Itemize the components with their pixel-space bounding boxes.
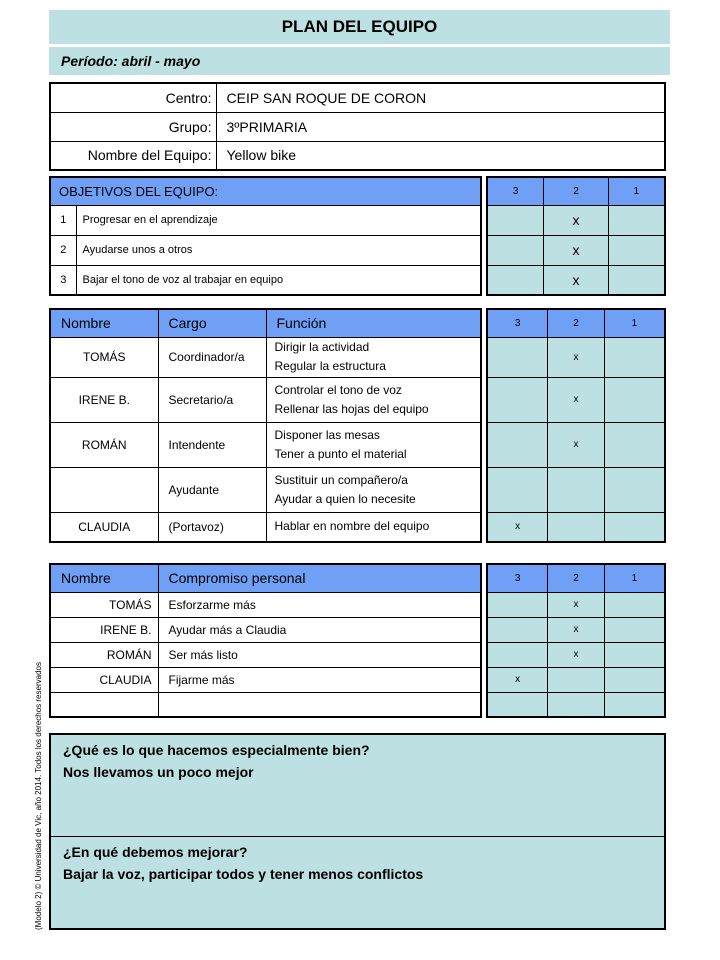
review-improvements xyxy=(51,837,664,889)
rating-cell xyxy=(608,205,665,235)
objective-number: 3 xyxy=(50,265,76,295)
rating-header: 3 xyxy=(487,309,548,337)
rating-cell xyxy=(604,377,665,422)
commitment-row xyxy=(50,642,481,667)
rating-cell xyxy=(487,642,548,667)
info-row-equipo xyxy=(50,141,665,170)
role-row xyxy=(50,512,481,542)
member-function: Disponer las mesas Tener a punto el material xyxy=(266,422,481,467)
member-role: (Portavoz) xyxy=(158,512,266,542)
member-name xyxy=(50,692,158,717)
rating-header: 3 xyxy=(487,177,544,205)
team-info-table xyxy=(49,82,666,171)
objective-number: 1 xyxy=(50,205,76,235)
member-name xyxy=(50,467,158,512)
rating-header: 3 xyxy=(487,564,548,592)
rating-cell xyxy=(487,235,544,265)
member-role: Secretario/a xyxy=(158,377,266,422)
commitment-row xyxy=(50,692,481,717)
objective-number: 2 xyxy=(50,235,76,265)
rating-header: 1 xyxy=(604,309,665,337)
info-value: Yellow bike xyxy=(216,141,665,170)
rating-cell xyxy=(548,667,604,692)
rating-cell xyxy=(604,467,665,512)
roles-header-function: Función xyxy=(266,309,481,337)
member-name: TOMÁS xyxy=(50,592,158,617)
member-name: ROMÁN xyxy=(50,422,158,467)
rating-cell xyxy=(487,205,544,235)
member-role: Coordinador/a xyxy=(158,337,266,377)
commitment-text xyxy=(158,692,481,717)
rating-cell xyxy=(487,422,548,467)
rating-cell xyxy=(608,235,665,265)
review-box xyxy=(49,733,666,930)
member-name: CLAUDIA xyxy=(50,512,158,542)
roles-table xyxy=(49,308,482,543)
member-function: Hablar en nombre del equipo xyxy=(266,512,481,542)
rating-cell xyxy=(608,265,665,295)
info-row-centro xyxy=(50,83,665,112)
rating-cell xyxy=(604,422,665,467)
rating-cell xyxy=(604,617,665,642)
rating-cell xyxy=(604,692,665,717)
commitment-row xyxy=(50,667,481,692)
info-row-grupo xyxy=(50,112,665,141)
improvements-answer: Bajar la voz, participar todos y tener menos conflictos xyxy=(63,866,424,882)
rating-cell xyxy=(487,617,548,642)
rating-cell xyxy=(548,467,604,512)
roles-header-role: Cargo xyxy=(158,309,266,337)
rating-cell: x xyxy=(544,235,608,265)
objective-text: Ayudarse unos a otros xyxy=(76,235,481,265)
rating-cell: x xyxy=(548,377,604,422)
info-label: Grupo: xyxy=(50,112,216,141)
rating-cell xyxy=(604,592,665,617)
rating-cell: x xyxy=(487,512,548,542)
rating-cell xyxy=(604,512,665,542)
rating-cell xyxy=(487,467,548,512)
review-strengths xyxy=(51,735,664,837)
commitment-text: Ayudar más a Claudia xyxy=(158,617,481,642)
rating-header: 1 xyxy=(604,564,665,592)
page-title: PLAN DEL EQUIPO xyxy=(49,10,670,44)
member-name: CLAUDIA xyxy=(50,667,158,692)
rating-cell xyxy=(487,265,544,295)
rating-cell: x xyxy=(548,642,604,667)
rating-cell xyxy=(548,692,604,717)
commitment-text: Ser más listo xyxy=(158,642,481,667)
copyright-note: (Modelo 2) © Universidad de Vic, año 2014. Todos los derechos reservados xyxy=(34,662,43,930)
roles-header-name: Nombre xyxy=(50,309,158,337)
info-label: Centro: xyxy=(50,83,216,112)
commitment-row xyxy=(50,592,481,617)
role-row xyxy=(50,422,481,467)
objective-text: Progresar en el aprendizaje xyxy=(76,205,481,235)
member-name: ROMÁN xyxy=(50,642,158,667)
member-function: Controlar el tono de voz Rellenar las hojas del equipo xyxy=(266,377,481,422)
role-row xyxy=(50,337,481,377)
rating-cell xyxy=(487,592,548,617)
rating-cell: x xyxy=(548,422,604,467)
rating-cell xyxy=(604,667,665,692)
rating-cell: x xyxy=(548,592,604,617)
rating-cell: x xyxy=(544,265,608,295)
rating-header: 2 xyxy=(548,564,604,592)
roles-rating-grid xyxy=(486,308,666,543)
rating-cell: x xyxy=(548,337,604,377)
objective-row xyxy=(50,235,481,265)
member-function: Dirigir la actividad Regular la estructura xyxy=(266,337,481,377)
objectives-heading: OBJETIVOS DEL EQUIPO: xyxy=(50,177,481,205)
rating-cell xyxy=(604,337,665,377)
objective-row xyxy=(50,205,481,235)
rating-cell xyxy=(487,377,548,422)
rating-cell xyxy=(487,692,548,717)
info-value: CEIP SAN ROQUE DE CORON xyxy=(216,83,665,112)
rating-cell xyxy=(487,337,548,377)
objective-text: Bajar el tono de voz al trabajar en equipo xyxy=(76,265,481,295)
commitment-row xyxy=(50,617,481,642)
objectives-table xyxy=(49,176,482,296)
rating-header: 1 xyxy=(608,177,665,205)
commitment-text: Fijarme más xyxy=(158,667,481,692)
rating-cell: x xyxy=(548,617,604,642)
member-function: Sustituir un compañero/a Ayudar a quien lo necesite xyxy=(266,467,481,512)
rating-cell xyxy=(548,512,604,542)
rating-header: 2 xyxy=(544,177,608,205)
commitment-text: Esforzarme más xyxy=(158,592,481,617)
objective-row xyxy=(50,265,481,295)
rating-header: 2 xyxy=(548,309,604,337)
role-row xyxy=(50,467,481,512)
period-label: Período: abril - mayo xyxy=(49,47,670,75)
member-name: IRENE B. xyxy=(50,617,158,642)
member-name: TOMÁS xyxy=(50,337,158,377)
strengths-answer: Nos llevamos un poco mejor xyxy=(63,764,254,780)
commitments-header-text: Compromiso personal xyxy=(158,564,481,592)
rating-cell: x xyxy=(544,205,608,235)
member-role: Ayudante xyxy=(158,467,266,512)
member-role: Intendente xyxy=(158,422,266,467)
improvements-question: ¿En qué debemos mejorar? xyxy=(63,844,248,860)
member-name: IRENE B. xyxy=(50,377,158,422)
commitments-header-name: Nombre xyxy=(50,564,158,592)
strengths-question: ¿Qué es lo que hacemos especialmente bien? xyxy=(63,742,370,758)
role-row xyxy=(50,377,481,422)
commitments-rating-grid xyxy=(486,563,666,718)
objectives-rating-grid xyxy=(486,176,666,296)
commitments-table xyxy=(49,563,482,718)
rating-cell: x xyxy=(487,667,548,692)
info-label: Nombre del Equipo: xyxy=(50,141,216,170)
info-value: 3ºPRIMARIA xyxy=(216,112,665,141)
rating-cell xyxy=(604,642,665,667)
